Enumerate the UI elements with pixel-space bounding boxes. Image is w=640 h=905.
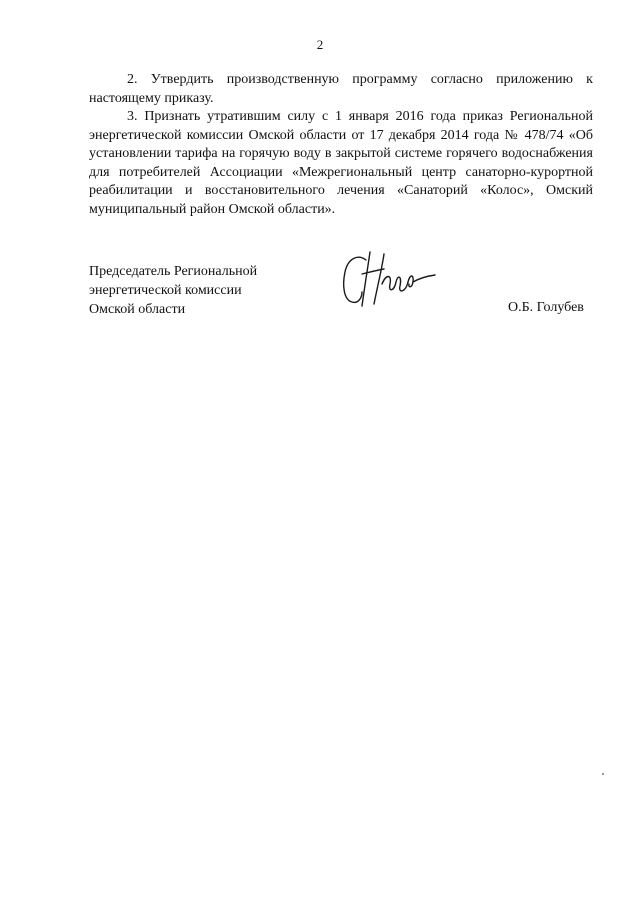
paragraph-3: 3. Признать утратившим силу с 1 января 2016 года приказ Региональной энергетической комиссии Омской области от 17 декабря 2014 года № 478/74 «Об установлении тарифа на горячую воду в закрытой системе горячего водоснабжения для потребителей Ассоциации «Межрегиональный центр санаторно-курортной реабилитации и восстановительного лечения «Санаторий «Колос», Омский муниципальный район Омской области».: [89, 109, 593, 217]
signatory-title-line-1: Председатель Региональной: [89, 264, 258, 279]
scan-speck: [602, 773, 604, 775]
signatory-title: [89, 262, 257, 319]
signatory-title-line-3: Омской области: [89, 302, 186, 317]
page-number: 2: [316, 37, 324, 52]
paragraph-2: 2. Утвердить производственную программу согласно приложению к настоящему приказу.: [89, 72, 593, 106]
signatory-name: О.Б. Голубев: [508, 300, 584, 315]
handwritten-signature: [338, 244, 438, 310]
signatory-title-line-2: энергетической комиссии: [89, 283, 242, 298]
